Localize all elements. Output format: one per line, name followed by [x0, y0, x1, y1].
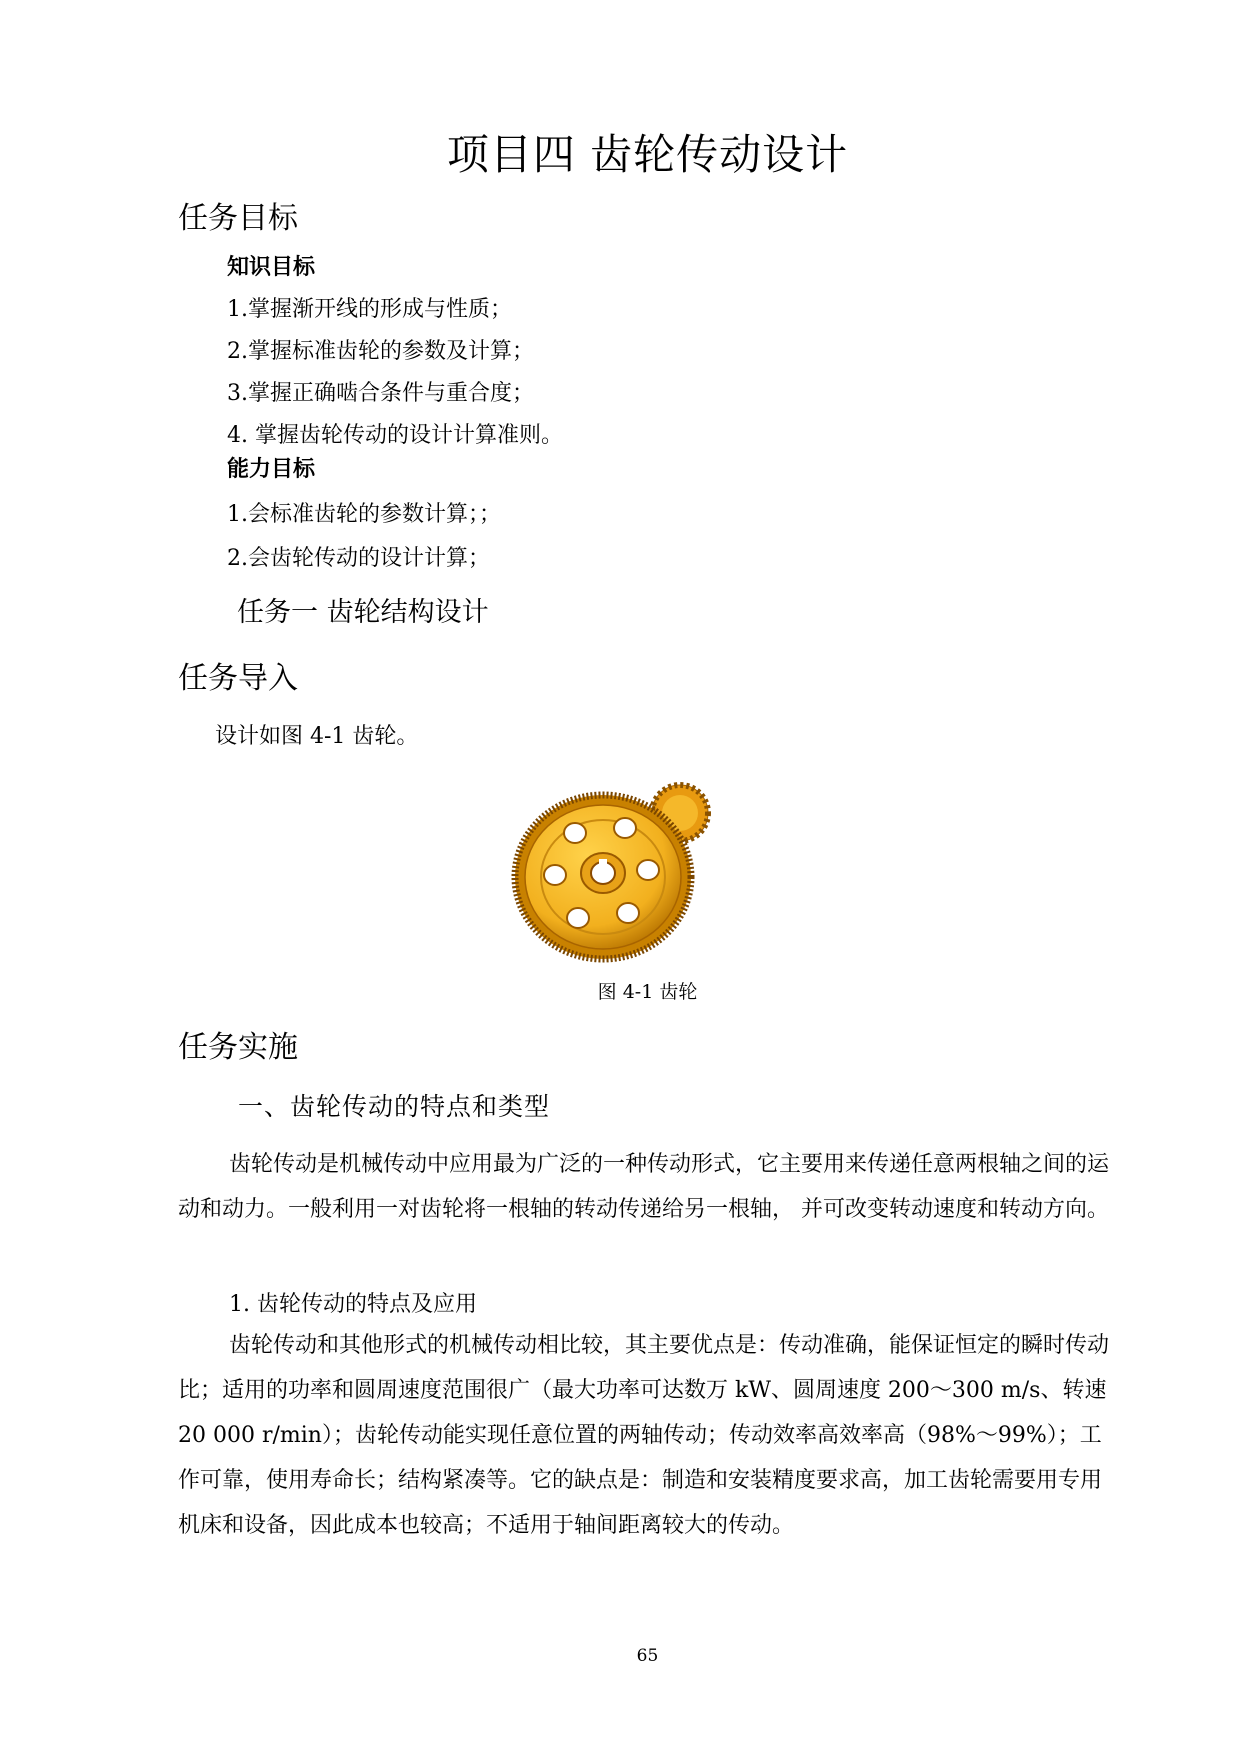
figure-caption: 图 4-1 齿轮 [597, 981, 698, 1003]
knowledge-item: 3.掌握正确啮合条件与重合度； [227, 381, 534, 406]
heading-task-one: 任务一 齿轮结构设计 [237, 597, 489, 628]
knowledge-item: 4. 掌握齿轮传动的设计计算准则。 [227, 423, 563, 448]
heading-task-goal: 任务目标 [178, 201, 298, 236]
heading-ability-goal: 能力目标 [227, 457, 316, 482]
heading-task-intro: 任务导入 [178, 661, 298, 696]
gear-icon [508, 775, 718, 965]
heading-task-impl: 任务实施 [178, 1030, 298, 1065]
ability-item: 2.会齿轮传动的设计计算； [227, 546, 490, 571]
list-item-title: 1. 齿轮传动的特点及应用 [229, 1292, 477, 1317]
page-number: 65 [636, 1646, 659, 1666]
paragraph-2: 齿轮传动和其他形式的机械传动相比较，其主要优点是：传动准确，能保证恒定的瞬时传动比；适用的功率和圆周速度范围很广（最大功率可达数万 kW、圆周速度 200～300 m/s、转速 20 000 r/min）；齿轮传动能实现任意位置的两轴传动；传动效率高效率高（98%～99%）；工作可靠，使用寿命长；结构紧凑等。它的缺点是：制造和安装精度要求高，加工齿轮需要用专用机床和设备，因此成本也较高；不适用于轴间距离较大的传动。 [178, 1333, 1110, 1538]
gear-figure [508, 775, 718, 965]
intro-text: 设计如图 4-1 齿轮。 [215, 724, 419, 749]
knowledge-item: 2.掌握标准齿轮的参数及计算； [227, 339, 534, 364]
heading-knowledge-goal: 知识目标 [227, 255, 316, 280]
subsection-title: 一、齿轮传动的特点和类型 [238, 1092, 551, 1121]
page-title: 项目四 齿轮传动设计 [446, 130, 849, 179]
paragraph-1: 齿轮传动是机械传动中应用最为广泛的一种传动形式，它主要用来传递任意两根轴之间的运动和动力。一般利用一对齿轮将一根轴的转动传递给另一根轴， 并可改变转动速度和转动方向。 [178, 1152, 1110, 1222]
ability-item: 1.会标准齿轮的参数计算；； [227, 502, 501, 527]
knowledge-item: 1.掌握渐开线的形成与性质； [227, 297, 512, 322]
